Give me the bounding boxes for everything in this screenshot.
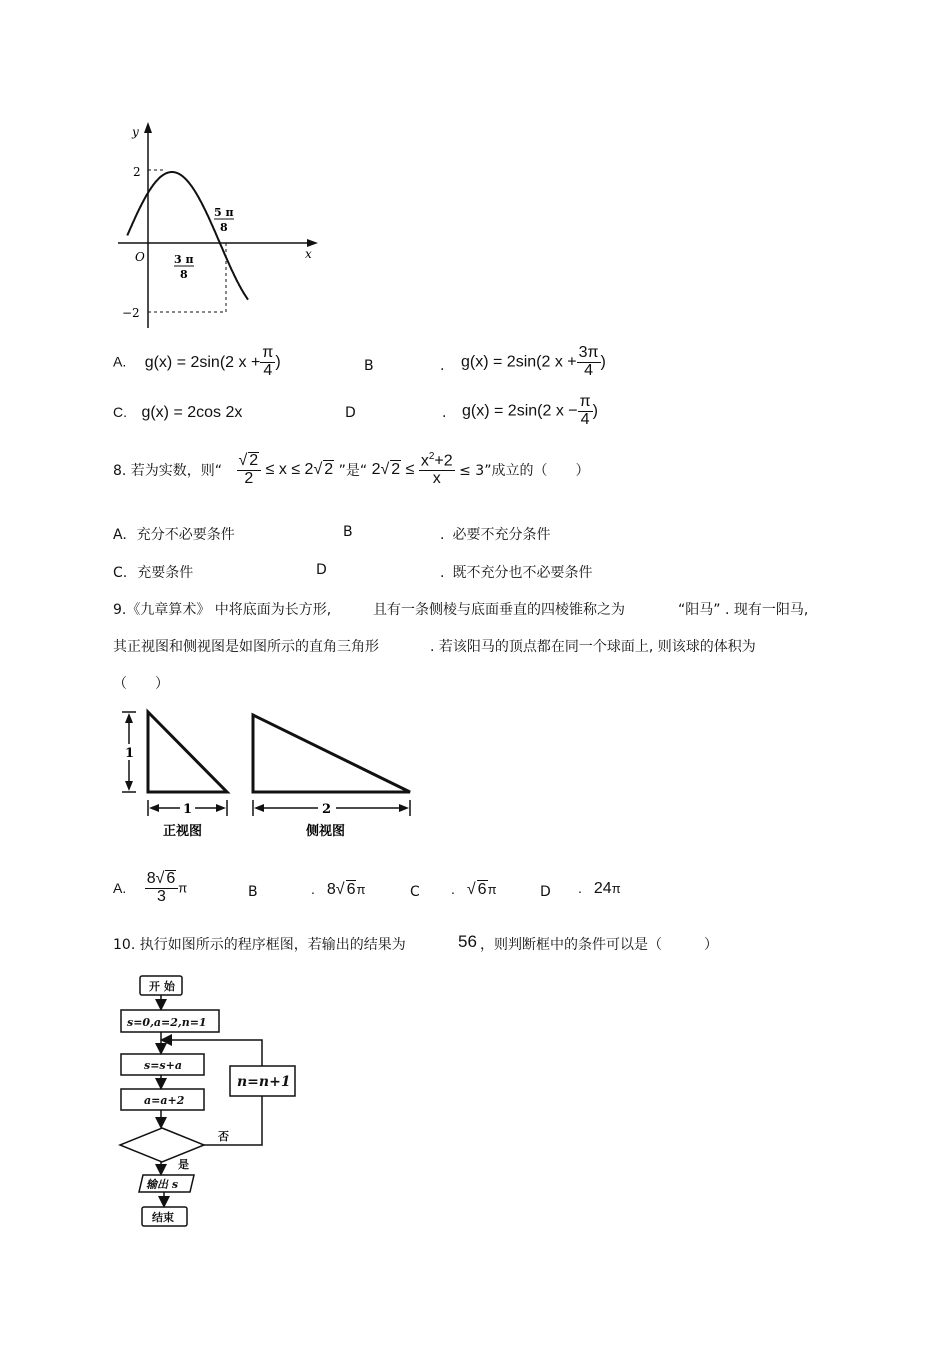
q9-line1-c: “阳马” . 现有一阳马, bbox=[678, 602, 809, 618]
tick-5pi8-den: 8 bbox=[220, 221, 228, 234]
three-view-figure bbox=[110, 705, 420, 845]
x-axis-label: x bbox=[305, 247, 312, 261]
fc-inc-n: n=n+1 bbox=[237, 1074, 291, 1090]
flowchart bbox=[110, 970, 310, 1232]
q7-option-d: g(x) = 2sin(2 x − $\frac{\pi}{4}$ ) bbox=[462, 393, 598, 428]
front-view-caption: 正视图 bbox=[163, 824, 203, 839]
tick-3pi8-num: 3 π bbox=[174, 253, 194, 266]
q9-line3: （ ） bbox=[113, 676, 169, 692]
q8-option-a: A. 充分不必要条件 bbox=[113, 527, 235, 543]
fc-sum: s=s+a bbox=[144, 1059, 182, 1072]
fc-start: 开 始 bbox=[149, 980, 175, 993]
height-label: 1 bbox=[125, 746, 135, 761]
q7-option-c: C. g(x) = 2cos 2x bbox=[113, 404, 243, 421]
q9-option-d-label: D bbox=[540, 884, 551, 900]
q9-option-b: . 8√ 6π bbox=[311, 881, 366, 898]
q9-option-c-label: C bbox=[410, 884, 420, 900]
q9-option-c: . √ 6π bbox=[451, 881, 497, 898]
fc-init: s=0,a=2,n=1 bbox=[127, 1016, 207, 1029]
q10-output-value: 56 bbox=[458, 932, 477, 951]
y-max-label: 2 bbox=[133, 165, 141, 179]
q8-option-b: . 必要不充分条件 bbox=[440, 527, 551, 543]
q9-line2-a: 其正视图和侧视图是如图所示的直角三角形 bbox=[113, 639, 379, 655]
fc-inc-a: a=a+2 bbox=[144, 1094, 185, 1107]
q7-option-b-dot: . bbox=[440, 358, 445, 374]
q8-option-d: . 既不充分也不必要条件 bbox=[440, 565, 593, 581]
tick-3pi8-den: 8 bbox=[180, 268, 188, 281]
q7-option-d-label: D bbox=[345, 405, 356, 421]
side-base-label: 2 bbox=[322, 802, 332, 817]
q8-option-c: C. 充要条件 bbox=[113, 565, 194, 581]
q8-stem: 8. 若为实数，则“ $\frac{√ 2}{2}$ ≤ x ≤ 2√ 2 ”是“ 2√ 2 ≤ $\frac{x^2+2}{x}$ ≤ 3”成立的（ ） bbox=[113, 451, 590, 488]
q7-option-d-dot: . bbox=[442, 405, 447, 421]
origin-label: O bbox=[135, 250, 145, 264]
q8-option-b-label: B bbox=[343, 524, 353, 540]
front-base-label: 1 bbox=[183, 802, 193, 817]
fc-end: 结束 bbox=[152, 1211, 174, 1224]
y-axis-label: y bbox=[132, 125, 139, 139]
sine-graph bbox=[110, 118, 330, 333]
q9-option-a: A. $\frac{8√ 6}{3}$ π bbox=[113, 870, 188, 905]
side-view-caption: 侧视图 bbox=[306, 824, 346, 839]
tick-5pi8-num: 5 π bbox=[214, 206, 234, 219]
q9-line2-b: . 若该阳马的顶点都在同一个球面上, 则该球的体积为 bbox=[430, 639, 756, 655]
fc-output: 输出 s bbox=[146, 1178, 179, 1191]
q9-line1-a: 9.《九章算术》 中将底面为长方形, bbox=[113, 602, 332, 618]
q9-option-d: . 24π bbox=[578, 880, 621, 897]
q7-option-a: A. g(x) = 2sin(2 x + $\frac{\pi}{4}$ ) bbox=[113, 344, 281, 379]
q10-stem-b: ，则判断框中的条件可以是（ ） bbox=[480, 937, 718, 953]
q9-line1-b: 且有一条侧棱与底面垂直的四棱锥称之为 bbox=[373, 602, 625, 618]
y-min-label: −2 bbox=[122, 306, 140, 320]
q9-option-b-label: B bbox=[248, 884, 258, 900]
fc-no: 否 bbox=[218, 1130, 229, 1143]
q7-option-b: g(x) = 2sin(2 x + $\frac{3\pi}{4}$ ) bbox=[461, 344, 606, 379]
fc-yes: 是 bbox=[178, 1158, 189, 1171]
q10-stem-a: 10. 执行如图所示的程序框图，若输出的结果为 bbox=[113, 937, 406, 953]
q7-option-b-label: B bbox=[364, 358, 374, 374]
q8-option-d-label: D bbox=[316, 562, 327, 578]
